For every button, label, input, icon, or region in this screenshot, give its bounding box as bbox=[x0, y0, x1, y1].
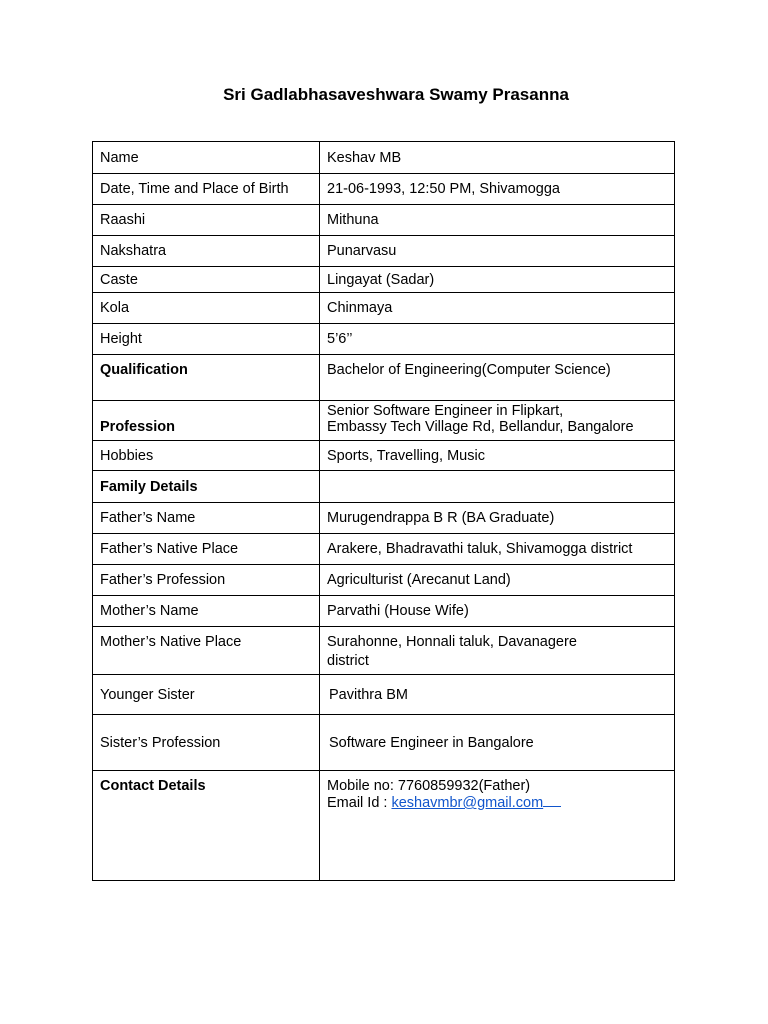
field-label: Caste bbox=[93, 267, 320, 293]
table-row bbox=[93, 174, 675, 205]
table-row bbox=[93, 267, 675, 293]
field-label: Mother’s Name bbox=[93, 596, 320, 627]
field-value: Chinmaya bbox=[320, 293, 675, 324]
field-label: Kola bbox=[93, 293, 320, 324]
field-label: Profession bbox=[93, 401, 320, 441]
table-row bbox=[93, 565, 675, 596]
table-row bbox=[93, 293, 675, 324]
table-row bbox=[93, 471, 675, 503]
table-row bbox=[93, 675, 675, 715]
document-title: Sri Gadlabhasaveshwara Swamy Prasanna bbox=[223, 85, 569, 104]
field-value: Arakere, Bhadravathi taluk, Shivamogga district bbox=[320, 534, 675, 565]
field-label: Mother’s Native Place bbox=[93, 627, 320, 675]
field-label: Younger Sister bbox=[93, 675, 320, 715]
table-row bbox=[93, 142, 675, 174]
field-value: Lingayat (Sadar) bbox=[320, 267, 675, 293]
field-label: Name bbox=[93, 142, 320, 174]
field-label: Sister’s Profession bbox=[93, 715, 320, 771]
field-value bbox=[320, 471, 675, 503]
field-label: Father’s Native Place bbox=[93, 534, 320, 565]
field-value: 5’6’’ bbox=[320, 324, 675, 355]
value-line: Surahonne, Honnali taluk, Davanagere bbox=[327, 634, 577, 650]
table-row bbox=[93, 534, 675, 565]
field-label: Father’s Name bbox=[93, 503, 320, 534]
table-row bbox=[93, 503, 675, 534]
section-label: Contact Details bbox=[93, 771, 320, 881]
email-underline bbox=[543, 794, 561, 807]
field-value bbox=[320, 627, 675, 675]
field-label: Nakshatra bbox=[93, 236, 320, 267]
table-row bbox=[93, 205, 675, 236]
field-label: Height bbox=[93, 324, 320, 355]
section-label: Family Details bbox=[93, 471, 320, 503]
field-label: Raashi bbox=[93, 205, 320, 236]
field-value: Punarvasu bbox=[320, 236, 675, 267]
email-line bbox=[327, 794, 667, 811]
field-value: Agriculturist (Arecanut Land) bbox=[320, 565, 675, 596]
field-label: Father’s Profession bbox=[93, 565, 320, 596]
table-row bbox=[93, 596, 675, 627]
table-row bbox=[93, 441, 675, 471]
table-row bbox=[93, 355, 675, 401]
field-value: Murugendrappa B R (BA Graduate) bbox=[320, 503, 675, 534]
field-value: Keshav MB bbox=[320, 142, 675, 174]
field-label: Date, Time and Place of Birth bbox=[93, 174, 320, 205]
biodata-table bbox=[92, 141, 675, 881]
field-value: 21-06-1993, 12:50 PM, Shivamogga bbox=[320, 174, 675, 205]
table-row bbox=[93, 715, 675, 771]
field-label: Qualification bbox=[93, 355, 320, 401]
field-value: Mithuna bbox=[320, 205, 675, 236]
table-row bbox=[93, 401, 675, 441]
email-label: Email Id : bbox=[327, 795, 392, 811]
email-link[interactable]: keshavmbr@gmail.com bbox=[391, 795, 544, 811]
field-value: Sports, Travelling, Music bbox=[320, 441, 675, 471]
value-line: Embassy Tech Village Rd, Bellandur, Bangalore bbox=[327, 419, 634, 435]
field-value bbox=[320, 401, 675, 441]
table-row bbox=[93, 771, 675, 881]
field-label: Hobbies bbox=[93, 441, 320, 471]
table-row bbox=[93, 236, 675, 267]
field-value: Software Engineer in Bangalore bbox=[320, 715, 675, 771]
field-value: Parvathi (House Wife) bbox=[320, 596, 675, 627]
table-row bbox=[93, 627, 675, 675]
value-line: district bbox=[327, 653, 369, 669]
field-value: Pavithra BM bbox=[320, 675, 675, 715]
contact-value bbox=[320, 771, 675, 881]
table-row bbox=[93, 324, 675, 355]
mobile-number: Mobile no: 7760859932(Father) bbox=[327, 778, 531, 794]
value-line: Senior Software Engineer in Flipkart, bbox=[327, 403, 564, 419]
field-value: Bachelor of Engineering(Computer Science) bbox=[320, 355, 675, 401]
